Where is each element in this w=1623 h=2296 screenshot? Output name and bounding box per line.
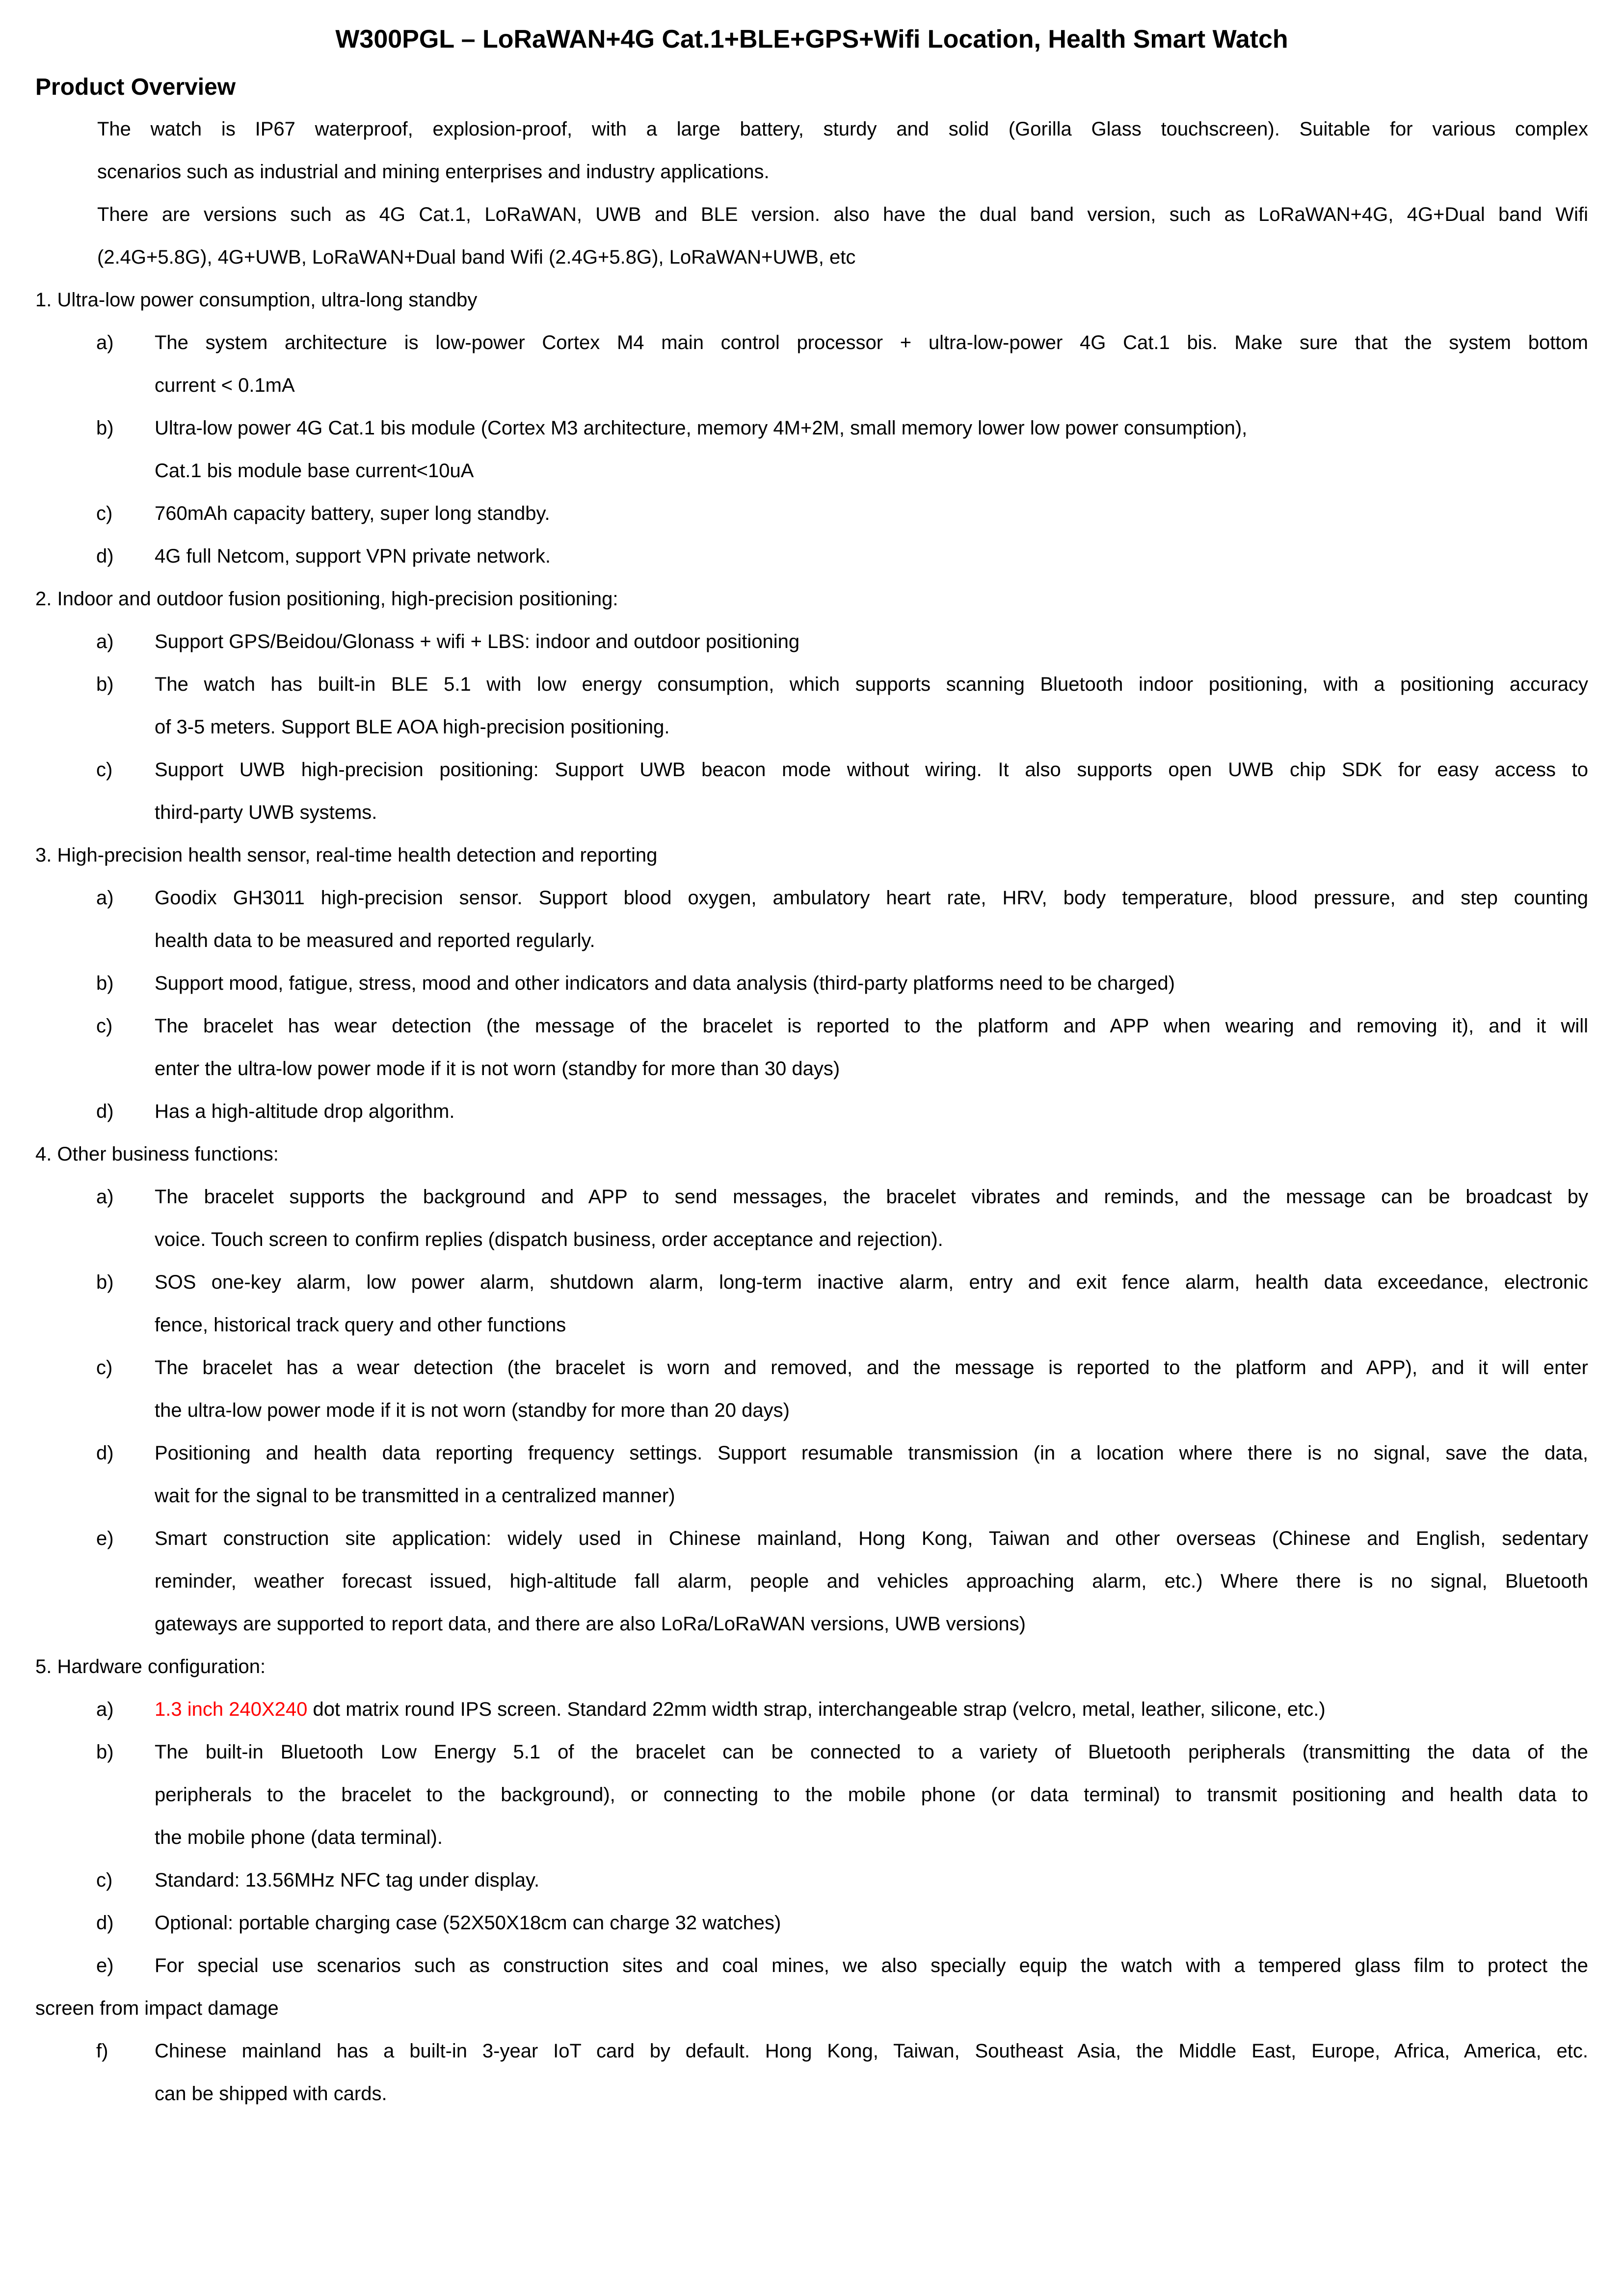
list-item-line: The bracelet supports the background and APP to send messages, the bracelet vibrates and reminds, and the message can be broadcast by [155, 1186, 1588, 1208]
list-item [35, 621, 1588, 663]
list-marker: c) [96, 1357, 113, 1378]
list-item [35, 749, 1588, 834]
list-item-line: Cat.1 bis module base current<10uA [155, 460, 474, 482]
list-item [35, 492, 1588, 535]
list-marker: d) [96, 1442, 114, 1464]
list-item-line: 4G full Netcom, support VPN private network. [155, 545, 551, 567]
list-item-line: the ultra-low power mode if it is not worn (standby for more than 20 days) [155, 1400, 790, 1421]
list-marker: a) [96, 631, 114, 652]
list-item [35, 322, 1588, 407]
list-item [35, 1688, 1588, 1731]
list-item [35, 1945, 1588, 1987]
list-item-line: The system architecture is low-power Cortex M4 main control processor + ultra-low-power 4G Cat.1 bis. Make sure that the system bottom [155, 332, 1588, 353]
list-item-line: Goodix GH3011 high-precision sensor. Support blood oxygen, ambulatory heart rate, HRV, body temperature, blood pressure, and step counting [155, 887, 1588, 909]
list-item [35, 1261, 1588, 1347]
list-item [35, 1731, 1588, 1859]
list-marker: a) [96, 332, 114, 353]
list-item-line: enter the ultra-low power mode if it is not worn (standby for more than 30 days) [155, 1058, 840, 1080]
list-item [35, 1005, 1588, 1090]
list-marker: e) [96, 1955, 114, 1976]
list-item-line: third-party UWB systems. [155, 802, 377, 823]
paragraph-line: There are versions such as 4G Cat.1, LoRaWAN, UWB and BLE version. also have the dual band version, such as LoRaWAN+4G, 4G+Dual band Wifi [97, 204, 1588, 225]
list-item-line: gateways are supported to report data, and there are also LoRa/LoRaWAN versions, UWB versions) [155, 1613, 1026, 1635]
list-item [35, 1517, 1588, 1646]
list-item-line: the mobile phone (data terminal). [155, 1827, 443, 1848]
list-item-line: Support UWB high-precision positioning: Support UWB beacon mode without wiring. It also supports open UWB chip SDK for easy access to [155, 759, 1588, 781]
list-item [35, 1176, 1588, 1261]
list-marker: a) [96, 887, 114, 909]
list-item [35, 407, 1588, 492]
list-item-line: Standard: 13.56MHz NFC tag under display. [155, 1869, 540, 1891]
section-heading: 4. Other business functions: [35, 1143, 279, 1165]
list-item-line: Support mood, fatigue, stress, mood and other indicators and data analysis (third-party platforms need to be charged) [155, 972, 1175, 994]
document-title: W300PGL – LoRaWAN+4G Cat.1+BLE+GPS+Wifi Location, Health Smart Watch [335, 25, 1288, 54]
list-marker: b) [96, 1741, 114, 1763]
section-heading: 2. Indoor and outdoor fusion positioning, high-precision positioning: [35, 588, 618, 610]
list-item [35, 962, 1588, 1005]
list-marker: e) [96, 1528, 114, 1549]
list-item-line: Has a high-altitude drop algorithm. [155, 1101, 455, 1122]
list-marker: b) [96, 1271, 114, 1293]
list-item-line: current < 0.1mA [155, 375, 295, 396]
list-item-line: wait for the signal to be transmitted in a centralized manner) [155, 1485, 675, 1507]
list-item-line: Smart construction site application: widely used in Chinese mainland, Hong Kong, Taiwan and other overseas (Chinese and English, sedentary [155, 1528, 1588, 1549]
highlight-red-text: 1.3 inch 240X240 [155, 1699, 308, 1720]
list-item [35, 2030, 1588, 2115]
section-heading: 5. Hardware configuration: [35, 1656, 266, 1677]
list-item [35, 1090, 1588, 1133]
list-item [35, 1902, 1588, 1945]
list-marker: d) [96, 1912, 114, 1934]
list-marker: c) [96, 759, 113, 781]
list-item-line: The bracelet has a wear detection (the bracelet is worn and removed, and the message is reported to the platform and APP), and it will enter [155, 1357, 1588, 1378]
list-marker: c) [96, 503, 113, 524]
list-marker: a) [96, 1699, 114, 1720]
list-marker: f) [96, 2040, 108, 2062]
intro-paragraph-2 [97, 193, 1588, 279]
list-item-line: 760mAh capacity battery, super long standby. [155, 503, 550, 524]
list-item-line: of 3-5 meters. Support BLE AOA high-precision positioning. [155, 716, 670, 738]
list-marker: b) [96, 674, 114, 695]
section-heading: 1. Ultra-low power consumption, ultra-long standby [35, 289, 478, 311]
list-item-line: The built-in Bluetooth Low Energy 5.1 of the bracelet can be connected to a variety of Bluetooth peripherals (transmitting the data of the [155, 1741, 1588, 1763]
product-overview-heading: Product Overview [35, 74, 236, 100]
list-item-line: Optional: portable charging case (52X50X18cm can charge 32 watches) [155, 1912, 781, 1934]
list-item [35, 877, 1588, 962]
paragraph-line: (2.4G+5.8G), 4G+UWB, LoRaWAN+Dual band Wifi (2.4G+5.8G), LoRaWAN+UWB, etc [97, 246, 856, 268]
list-item-line: The bracelet has wear detection (the message of the bracelet is reported to the platform and APP when wearing and removing it), and it will [155, 1015, 1588, 1037]
list-marker: d) [96, 545, 114, 567]
list-item-line: fence, historical track query and other functions [155, 1314, 566, 1336]
list-item-line: can be shipped with cards. [155, 2083, 387, 2105]
list-item-line: The watch has built-in BLE 5.1 with low energy consumption, which supports scanning Bluetooth indoor positioning, with a positioning accuracy [155, 674, 1588, 695]
list-marker: d) [96, 1101, 114, 1122]
list-item [35, 1347, 1588, 1432]
list-item-continuation-line: screen from impact damage [35, 1998, 279, 2019]
list-item-line: Ultra-low power 4G Cat.1 bis module (Cortex M3 architecture, memory 4M+2M, small memory lower low power consumption), [155, 417, 1248, 439]
list-item-line: For special use scenarios such as construction sites and coal mines, we also specially equip the watch with a tempered glass film to protect the [155, 1955, 1588, 1976]
section-heading: 3. High-precision health sensor, real-time health detection and reporting [35, 844, 658, 866]
list-item-line: SOS one-key alarm, low power alarm, shutdown alarm, long-term inactive alarm, entry and exit fence alarm, health data exceedance, electronic [155, 1271, 1588, 1293]
list-item-text: dot matrix round IPS screen. Standard 22mm width strap, interchangeable strap (velcro, metal, leather, silicone, etc.) [307, 1699, 1326, 1720]
list-item-line: reminder, weather forecast issued, high-altitude fall alarm, people and vehicles approaching alarm, etc.) Where there is no signal, Bluetooth [155, 1570, 1588, 1592]
list-item [35, 1859, 1588, 1902]
list-marker: a) [96, 1186, 114, 1208]
list-item [35, 663, 1588, 749]
list-item-line: Positioning and health data reporting frequency settings. Support resumable transmission (in a location where there is no signal, save the data, [155, 1442, 1588, 1464]
list-item-line: Support GPS/Beidou/Glonass + wifi + LBS: indoor and outdoor positioning [155, 631, 800, 652]
list-item-line: health data to be measured and reported regularly. [155, 930, 595, 951]
list-marker: c) [96, 1869, 113, 1891]
list-marker: b) [96, 972, 114, 994]
intro-paragraph-1 [97, 108, 1588, 193]
paragraph-line: scenarios such as industrial and mining enterprises and industry applications. [97, 161, 770, 183]
paragraph-line: The watch is IP67 waterproof, explosion-proof, with a large battery, sturdy and solid (Gorilla Glass touchscreen). Suitable for various complex [97, 118, 1588, 140]
list-item-line: voice. Touch screen to confirm replies (dispatch business, order acceptance and rejection). [155, 1229, 943, 1250]
list-item [35, 535, 1588, 578]
list-item [35, 1432, 1588, 1517]
list-marker: b) [96, 417, 114, 439]
list-item-line [155, 1688, 1588, 1731]
list-marker: c) [96, 1015, 113, 1037]
list-item-line: peripherals to the bracelet to the background), or connecting to the mobile phone (or data terminal) to transmit positioning and health data to [155, 1784, 1588, 1806]
list-item-line: Chinese mainland has a built-in 3-year IoT card by default. Hong Kong, Taiwan, Southeast Asia, the Middle East, Europe, Africa, America, etc. [155, 2040, 1588, 2062]
